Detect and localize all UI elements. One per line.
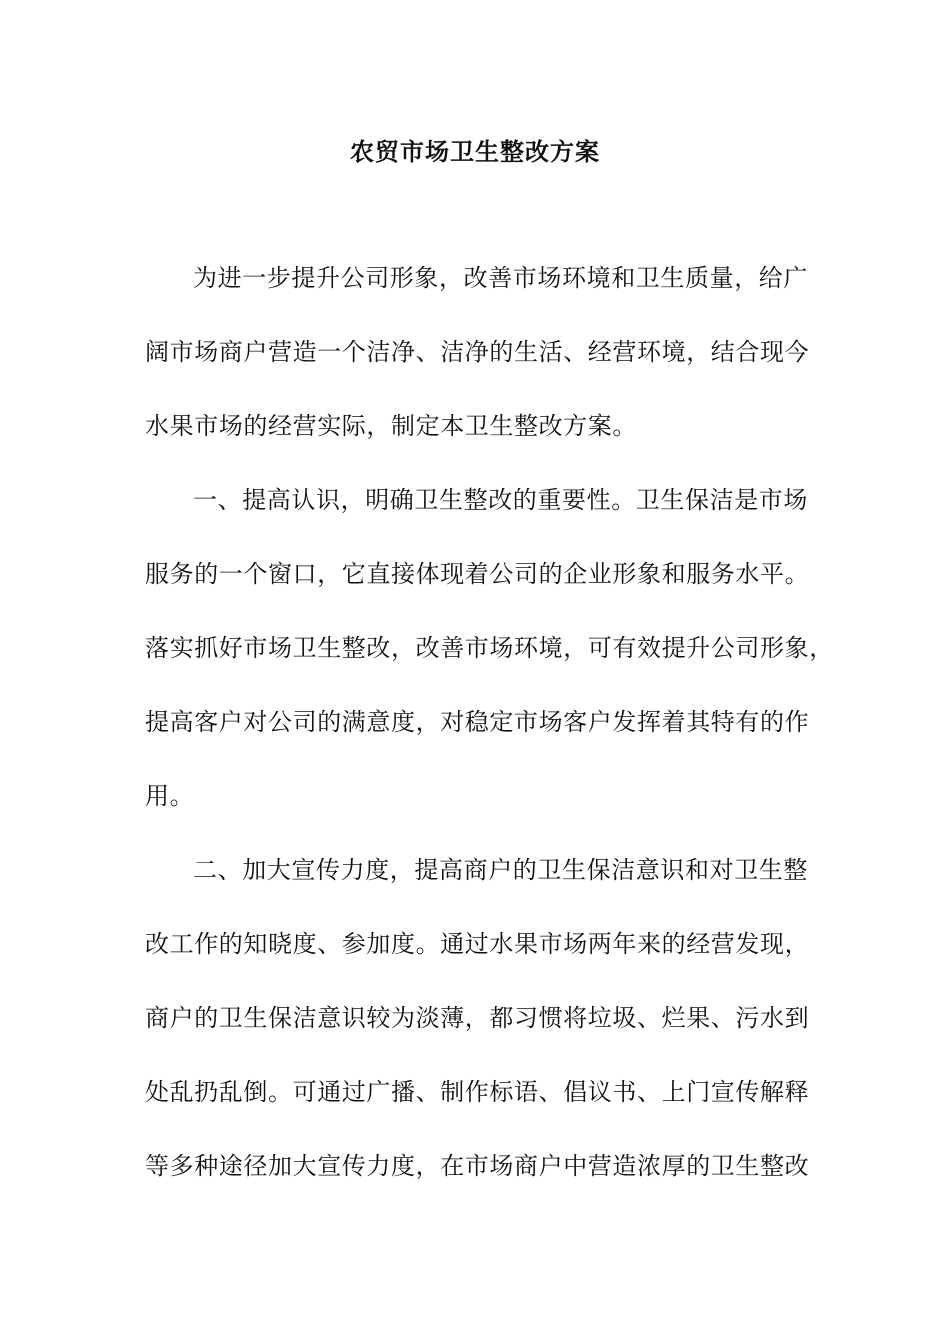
paragraph-3-line-2: 改工作的知晓度、参加度。通过水果市场两年来的经营发现， [145,930,810,958]
paragraph-2-line-2: 服务的一个窗口，它直接体现着公司的企业形象和服务水平。 [145,560,810,588]
paragraph-2-line-5: 用。 [145,782,195,810]
paragraph-2-line-4: 提高客户对公司的满意度，对稳定市场客户发挥着其特有的作 [145,708,810,736]
paragraph-3-line-3: 商户的卫生保洁意识较为淡薄，都习惯将垃圾、烂果、污水到 [145,1004,810,1032]
paragraph-1-line-2: 阔市场商户营造一个洁净、洁净的生活、经营环境，结合现今 [145,338,810,366]
paragraph-3-line-4: 处乱扔乱倒。可通过广播、制作标语、倡议书、上门宣传解释 [145,1078,810,1106]
paragraph-3-line-5: 等多种途径加大宣传力度，在市场商户中营造浓厚的卫生整改 [145,1152,810,1180]
paragraph-2-line-1: 一、提高认识，明确卫生整改的重要性。卫生保洁是市场 [193,486,808,514]
paragraph-3-line-1: 二、加大宣传力度，提高商户的卫生保洁意识和对卫生整 [193,856,808,884]
document-title: 农贸市场卫生整改方案 [350,137,600,166]
paragraph-1-line-1: 为进一步提升公司形象，改善市场环境和卫生质量，给广 [193,264,808,292]
paragraph-2-line-3: 落实抓好市场卫生整改，改善市场环境，可有效提升公司形象， [145,634,834,662]
paragraph-1-line-3: 水果市场的经营实际，制定本卫生整改方案。 [145,412,637,440]
